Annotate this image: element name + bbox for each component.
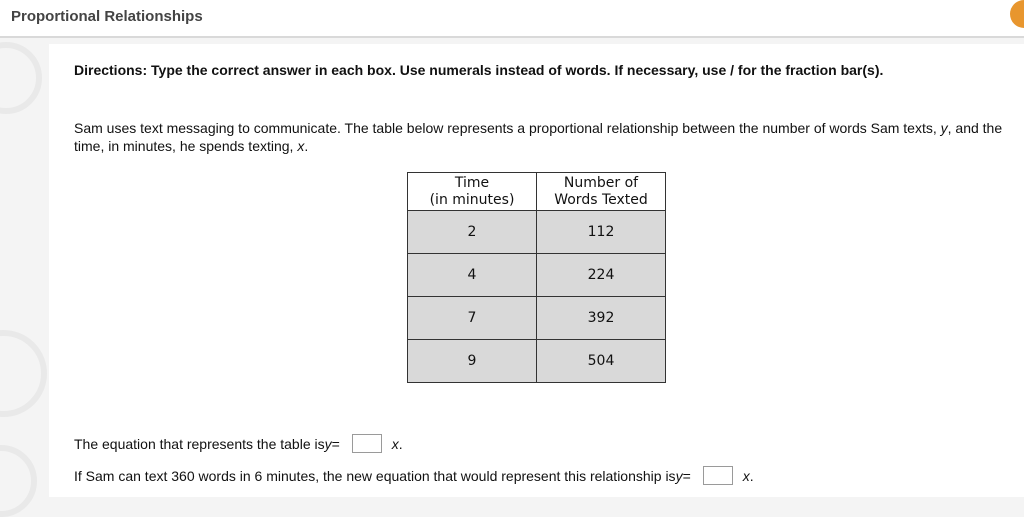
table-row	[408, 254, 666, 297]
table-row	[408, 297, 666, 340]
answer-input-1[interactable]	[352, 434, 382, 453]
data-table	[407, 172, 666, 383]
equation-question-2	[74, 466, 754, 485]
variable-x: x	[391, 435, 399, 452]
problem-text-part: Sam uses text messaging to communicate. The table below represents a proportional relationship between the number of words Sam texts,	[74, 120, 941, 136]
period: .	[749, 467, 754, 484]
question-1-prefix: The equation that represents the table is	[74, 435, 325, 452]
page-title: Proportional Relationships	[11, 8, 203, 25]
table-cell-time: 4	[408, 254, 537, 297]
table-header-row	[408, 173, 666, 211]
status-badge[interactable]	[1010, 0, 1024, 28]
period: .	[398, 435, 403, 452]
column-header-time	[408, 173, 537, 211]
table-row	[408, 340, 666, 383]
table-cell-words: 224	[537, 254, 666, 297]
question-card	[49, 44, 1024, 497]
title-bar	[0, 0, 1024, 38]
column-header-words-label: Number of Words Texted	[554, 174, 648, 208]
table-cell-time: 2	[408, 211, 537, 254]
background-decoration	[0, 330, 47, 417]
variable-x: x	[297, 138, 305, 154]
question-2-prefix: If Sam can text 360 words in 6 minutes, the new equation that would represent this relationship is	[74, 467, 676, 484]
table-cell-time: 9	[408, 340, 537, 383]
variable-y: y	[324, 435, 332, 452]
variable-y: y	[675, 467, 683, 484]
equals-sign: =	[331, 435, 340, 452]
equals-sign: =	[682, 467, 691, 484]
column-header-words	[537, 173, 666, 211]
table-row	[408, 211, 666, 254]
equation-question-1	[74, 434, 403, 453]
problem-text-part: , and the time, in minutes, he spends texting,	[74, 120, 1003, 154]
problem-text-part: .	[304, 138, 309, 154]
variable-x: x	[742, 467, 750, 484]
table-cell-words: 112	[537, 211, 666, 254]
column-header-time-label: Time (in minutes)	[429, 174, 515, 208]
background-decoration	[0, 42, 42, 114]
directions-text: Directions: Type the correct answer in each box. Use numerals instead of words. If necessary, use / for the fraction bar(s).	[74, 62, 884, 78]
table-cell-time: 7	[408, 297, 537, 340]
variable-y: y	[940, 120, 948, 136]
background-decoration	[0, 445, 37, 517]
table-cell-words: 504	[537, 340, 666, 383]
table-cell-words: 392	[537, 297, 666, 340]
problem-text	[74, 119, 1004, 155]
answer-input-2[interactable]	[703, 466, 733, 485]
